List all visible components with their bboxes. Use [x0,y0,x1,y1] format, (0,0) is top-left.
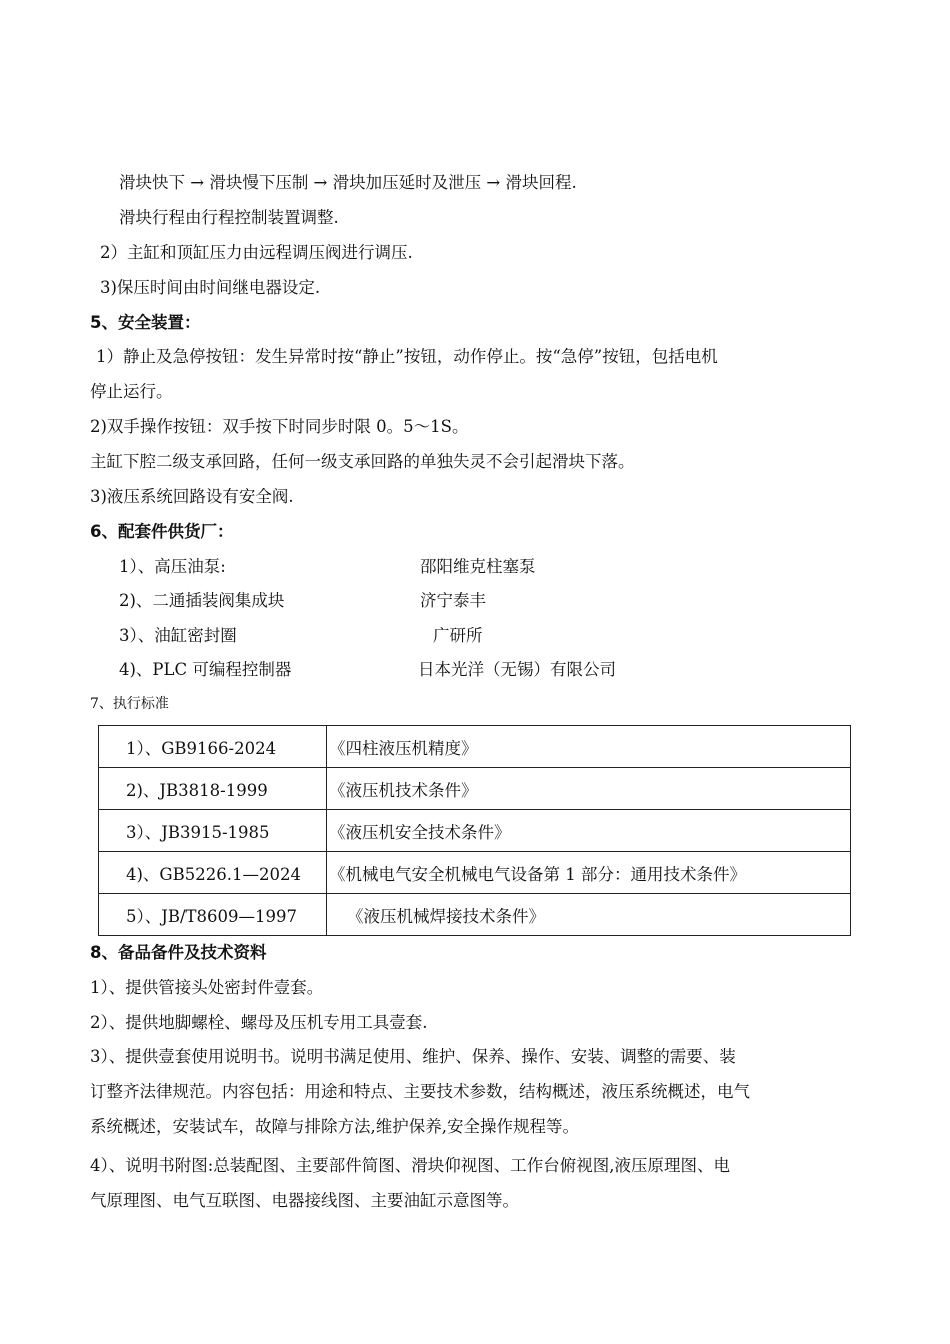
standard-code: 1）、GB9166-2024 [99,726,327,768]
paragraph: 3）、提供壹套使用说明书。说明书满足使用、维护、保养、操作、安装、调整的需要、装 [90,1047,736,1066]
section-heading-5: 5、安全装置： [90,313,201,332]
table-row [99,810,851,852]
supplier-item-label: 3）、油缸密封圈 [119,626,237,645]
standards-table [98,725,851,936]
stroke-note: 滑块行程由行程控制装置调整. [119,208,339,227]
supplier-name: 邵阳维克柱塞泵 [420,557,536,576]
standard-code: 2)、JB3818-1999 [99,768,327,810]
supplier-item-label: 2)、二通插装阀集成块 [119,591,285,610]
standard-code: 4)、GB5226.1—2024 [99,852,327,894]
paragraph: 订整齐法律规范。内容包括：用途和特点、主要技术参数，结构概述，液压系统概述，电气 [90,1082,750,1101]
paragraph: 主缸下腔二级支承回路，任何一级支承回路的单独失灵不会引起滑块下落。 [90,452,635,471]
section-heading-6: 6、配套件供货厂： [90,522,234,541]
standard-name: 《液压机安全技术条件》 [327,810,851,852]
paragraph: 1）、提供管接头处密封件壹套。 [90,978,324,997]
section-heading-8: 8、备品备件及技术资料 [90,943,267,962]
section-heading-7: 7、执行标准 [90,696,169,712]
standard-name: 《机械电气安全机械电气设备第 1 部分：通用技术条件》 [327,852,851,894]
standard-name: 《四柱液压机精度》 [327,726,851,768]
table-row [99,726,851,768]
standard-name: 《液压机技术条件》 [327,768,851,810]
supplier-item-label: 1）、高压油泵: [119,557,226,576]
paragraph: 4）、说明书附图:总装配图、主要部件简图、滑块仰视图、工作台俯视图,液压原理图、电 [90,1156,731,1175]
supplier-name: 济宁泰丰 [420,591,486,610]
table-row [99,894,851,936]
paragraph: 系统概述，安装试车，故障与排除方法,维护保养,安全操作规程等。 [90,1117,579,1136]
list-item: 2）主缸和顶缸压力由远程调压阀进行调压. [100,243,413,262]
standard-code: 5）、JB/T8609—1997 [99,894,327,936]
list-item: 3)保压时间由时间继电器设定. [100,278,321,297]
supplier-name: 日本光洋（无锡）有限公司 [418,660,616,679]
paragraph: 停止运行。 [90,382,173,401]
table-row [99,768,851,810]
process-flow: 滑块快下 → 滑块慢下压制 → 滑块加压延时及泄压 → 滑块回程. [119,173,577,192]
paragraph: 3)液压系统回路设有安全阀. [90,487,294,506]
paragraph: 2）、提供地脚螺栓、螺母及压机专用工具壹套. [90,1013,428,1032]
paragraph: 2)双手操作按钮：双手按下时同步时限 0。5～1S。 [90,417,469,436]
standard-name: 《液压机械焊接技术条件》 [327,894,851,936]
table-row [99,852,851,894]
supplier-name: 广研所 [433,626,483,645]
standard-code: 3）、JB3915-1985 [99,810,327,852]
paragraph: 气原理图、电气互联图、电器接线图、主要油缸示意图等。 [90,1191,519,1210]
paragraph: 1）静止及急停按钮：发生异常时按“静止”按钮，动作停止。按“急停”按钮，包括电机 [96,347,718,366]
supplier-item-label: 4)、PLC 可编程控制器 [119,660,292,679]
